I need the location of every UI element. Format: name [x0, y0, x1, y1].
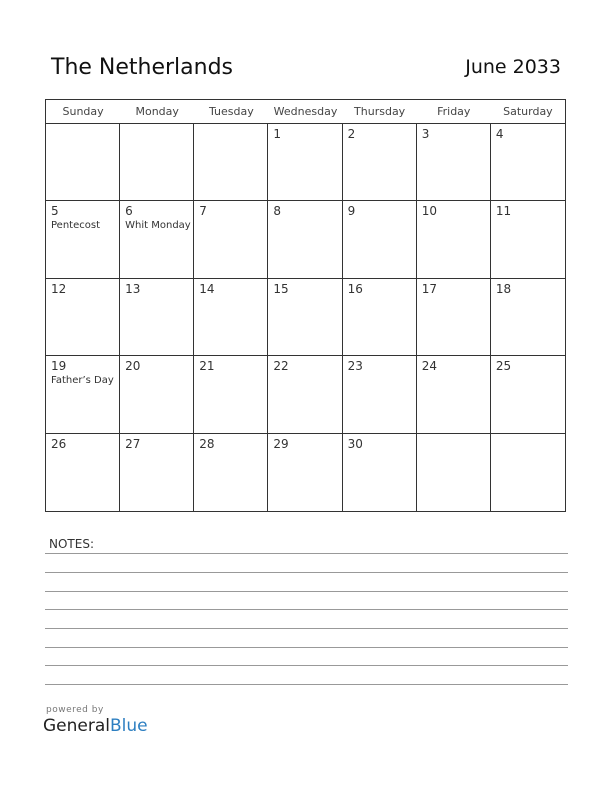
day-number: 13	[125, 281, 141, 296]
day-cell	[417, 356, 491, 432]
day-number: 22	[273, 359, 289, 374]
brand-general: General	[43, 716, 110, 736]
generalblue-logo	[43, 716, 148, 736]
weekday-tuesday: Tuesday	[208, 105, 254, 118]
day-number: 1	[273, 127, 282, 141]
day-cell	[46, 434, 120, 511]
weekday-wednesday: Wednesday	[273, 105, 338, 118]
day-cell	[491, 434, 565, 511]
day-number: 27	[125, 436, 141, 451]
day-number: 9	[347, 204, 356, 219]
day-number: 14	[199, 281, 215, 296]
day-number: 15	[273, 281, 289, 296]
note-line	[45, 628, 568, 629]
day-cell	[417, 124, 491, 200]
day-cell	[194, 279, 268, 355]
day-cell	[491, 201, 565, 277]
day-cell	[343, 279, 417, 355]
day-number: 10	[421, 204, 437, 219]
holiday-label: Whit Monday	[125, 220, 191, 232]
day-number: 8	[273, 204, 282, 219]
weekday-header-row	[46, 100, 565, 124]
day-number: 12	[51, 281, 67, 296]
note-line	[45, 684, 568, 685]
day-number: 28	[199, 436, 215, 451]
day-cell	[194, 201, 268, 277]
day-cell	[343, 124, 417, 200]
holiday-label: Father’s Day	[51, 375, 114, 387]
day-number: 17	[421, 281, 437, 296]
day-number: 4	[495, 127, 504, 141]
day-cell	[46, 279, 120, 355]
note-line	[45, 572, 568, 573]
day-cell	[194, 356, 268, 432]
calendar-weeks	[46, 124, 565, 511]
day-number: 11	[495, 204, 512, 219]
week-row	[46, 356, 565, 433]
day-cell	[417, 434, 491, 511]
day-cell	[120, 434, 194, 511]
day-cell	[268, 356, 342, 432]
day-number: 24	[421, 359, 437, 374]
day-number: 20	[125, 359, 141, 374]
notes-label: NOTES:	[49, 537, 94, 551]
note-line	[45, 553, 568, 554]
day-cell	[343, 201, 417, 277]
note-line	[45, 591, 568, 592]
weekday-monday: Monday	[135, 105, 179, 118]
day-cell	[194, 434, 268, 511]
day-number: 6	[125, 204, 133, 219]
weekday-sunday: Sunday	[62, 105, 104, 118]
day-number: 3	[421, 127, 430, 141]
note-line	[45, 647, 568, 648]
day-cell	[491, 356, 565, 432]
week-row	[46, 434, 565, 511]
day-cell	[268, 124, 342, 200]
week-row	[46, 279, 565, 356]
holiday-label: Pentecost	[51, 220, 100, 232]
day-number: 21	[199, 359, 215, 374]
day-number: 7	[199, 204, 207, 219]
day-number: 19	[51, 359, 67, 374]
day-cell	[194, 124, 268, 200]
day-number: 2	[347, 127, 356, 141]
calendar-grid	[45, 99, 566, 512]
day-cell	[120, 356, 194, 432]
day-number: 5	[51, 204, 59, 219]
note-line	[45, 609, 568, 610]
day-cell	[417, 279, 491, 355]
weekday-thursday: Thursday	[354, 105, 406, 118]
day-number: 25	[495, 359, 512, 374]
day-number: 30	[347, 436, 363, 451]
day-cell	[343, 356, 417, 432]
day-cell	[268, 434, 342, 511]
note-line	[45, 665, 568, 666]
day-cell	[46, 201, 120, 277]
day-number: 18	[495, 281, 512, 296]
day-cell	[491, 124, 565, 200]
week-row	[46, 124, 565, 201]
day-cell	[343, 434, 417, 511]
day-cell	[268, 279, 342, 355]
day-cell	[491, 279, 565, 355]
day-cell	[120, 201, 194, 277]
week-row	[46, 201, 565, 278]
brand-blue: Blue	[110, 716, 148, 736]
powered-by-text: powered by	[46, 705, 104, 715]
day-number: 23	[347, 359, 363, 374]
day-cell	[46, 124, 120, 200]
calendar-country-title: The Netherlands	[51, 55, 234, 80]
weekday-saturday: Saturday	[503, 105, 553, 118]
weekday-friday: Friday	[437, 105, 471, 118]
day-number: 29	[273, 436, 289, 451]
day-number: 26	[51, 436, 67, 451]
day-number: 16	[347, 281, 363, 296]
day-cell	[120, 124, 194, 200]
day-cell	[268, 201, 342, 277]
day-cell	[120, 279, 194, 355]
day-cell	[46, 356, 120, 432]
calendar-month-title: June 2033	[465, 56, 561, 78]
day-cell	[417, 201, 491, 277]
